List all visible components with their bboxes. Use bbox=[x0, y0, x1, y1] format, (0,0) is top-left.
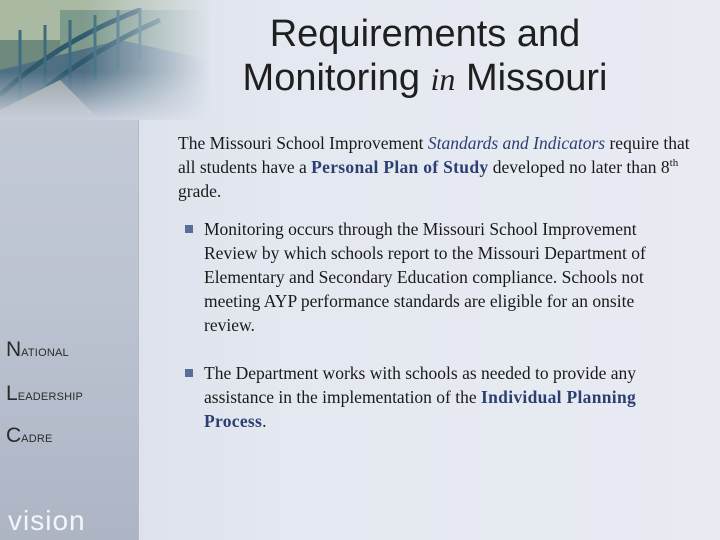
intro-text-1: The Missouri School Improvement bbox=[178, 133, 428, 153]
nlc-initial-n: N bbox=[6, 338, 22, 361]
bullet-department-end: . bbox=[262, 411, 267, 431]
nlc-national bbox=[6, 338, 69, 362]
square-bullet-icon bbox=[185, 369, 193, 377]
nlc-rest-cadre: ADRE bbox=[21, 433, 53, 445]
intro-text-3: developed no later than 8 bbox=[488, 157, 670, 177]
intro-text-2: require that all students have a bbox=[178, 133, 690, 177]
title-in: in bbox=[430, 61, 456, 97]
bullet-department-text: The Department works with schools as needed to provide any assistance in the implementation of the bbox=[204, 363, 637, 407]
photo-fade bbox=[0, 0, 210, 120]
nlc-rest-leadership: EADERSHIP bbox=[17, 391, 84, 403]
bullet-monitoring bbox=[182, 217, 682, 337]
nlc-rest-national: ATIONAL bbox=[21, 347, 69, 359]
bullet-department-emphasis: Individual Planning Process bbox=[204, 387, 637, 431]
nlc-initial-c: C bbox=[6, 424, 22, 447]
bullet-list bbox=[182, 217, 682, 433]
intro-emphasis-standards: Standards and Indicators bbox=[427, 133, 606, 153]
bullet-department bbox=[182, 361, 682, 433]
intro-text-4: grade. bbox=[178, 181, 222, 201]
slide-title bbox=[200, 12, 650, 101]
nlc-leadership bbox=[6, 382, 83, 406]
square-bullet-icon bbox=[185, 225, 193, 233]
title-missouri: Missouri bbox=[465, 57, 608, 99]
vision-tagline: vision bbox=[8, 505, 86, 536]
intro-paragraph bbox=[178, 131, 698, 203]
title-line-2 bbox=[200, 56, 650, 101]
nlc-initial-l: L bbox=[6, 382, 18, 405]
title-line-1: Requirements and bbox=[269, 13, 581, 55]
title-monitoring: Monitoring bbox=[242, 57, 420, 99]
intro-emphasis-plan: Personal Plan of Study bbox=[311, 157, 489, 177]
bullet-monitoring-text: Monitoring occurs through the Missouri School Improvement Review by which schools report to the Missouri Department of Elementary and Secondary Education compliance. Schools not meeting AYP performance standards are eligible for an onsite review. bbox=[204, 219, 646, 335]
header-photo bbox=[0, 0, 210, 120]
intro-superscript: th bbox=[669, 157, 679, 170]
nlc-cadre bbox=[6, 424, 53, 448]
